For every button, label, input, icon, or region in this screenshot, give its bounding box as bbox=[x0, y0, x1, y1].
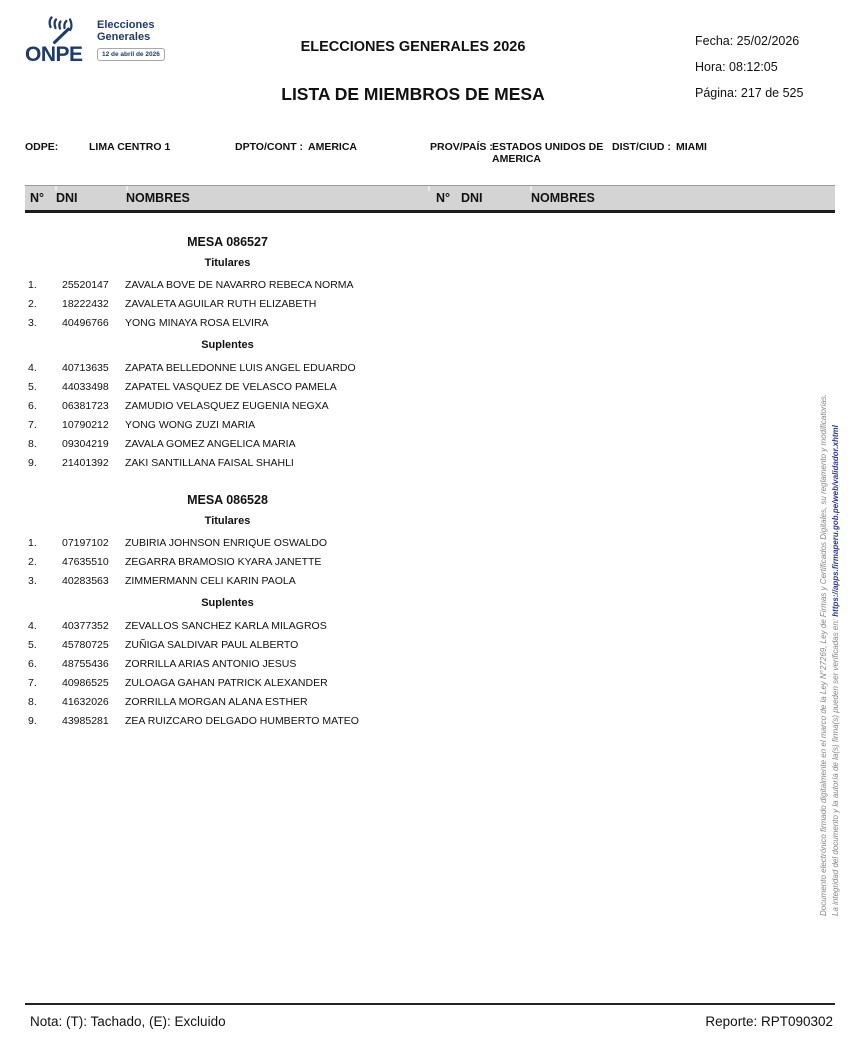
row-number: 2. bbox=[28, 556, 37, 568]
titulares-label: Titulares bbox=[204, 515, 251, 527]
row-number: 3. bbox=[28, 575, 37, 587]
row-name: ZAVALA GOMEZ ANGELICA MARIA bbox=[125, 438, 296, 450]
dist-label: DIST/CIUD : bbox=[612, 141, 671, 153]
row-number: 5. bbox=[28, 381, 37, 393]
dist-value: MIAMI bbox=[676, 141, 707, 153]
onpe-logo bbox=[25, 14, 185, 78]
election-date-badge: 12 de abril de 2026 bbox=[97, 48, 165, 61]
report-subtitle: LISTA DE MIEMBROS DE MESA bbox=[281, 84, 545, 104]
table-row bbox=[25, 575, 430, 594]
row-name: ZAPATA BELLEDONNE LUIS ANGEL EDUARDO bbox=[125, 362, 356, 374]
logo-event-line1: Elecciones bbox=[97, 19, 155, 31]
row-number: 9. bbox=[28, 457, 37, 469]
row-number: 8. bbox=[28, 438, 37, 450]
signature-note-line1: Documento electrónico firmado digitalmente en el marco de la Ley N°27269, Ley de Firmas y Certificados Digitales, su reglamento y modificatorias. bbox=[819, 393, 828, 916]
table-row bbox=[25, 298, 430, 317]
table-row bbox=[25, 317, 430, 336]
logo-event-block bbox=[97, 20, 165, 61]
row-dni: 43985281 bbox=[62, 715, 109, 727]
row-dni: 40377352 bbox=[62, 620, 109, 632]
footer-divider bbox=[25, 1003, 835, 1005]
row-number: 3. bbox=[28, 317, 37, 329]
table-row bbox=[25, 620, 430, 639]
report-meta bbox=[695, 35, 803, 113]
titulares-rows bbox=[25, 537, 430, 594]
row-dni: 47635510 bbox=[62, 556, 109, 568]
row-name: ZORRILLA ARIAS ANTONIO JESUS bbox=[125, 658, 297, 670]
row-dni: 40986525 bbox=[62, 677, 109, 689]
row-number: 6. bbox=[28, 658, 37, 670]
row-name: ZIMMERMANN CELI KARIN PAOLA bbox=[125, 575, 296, 587]
titulares-rows bbox=[25, 279, 430, 336]
row-dni: 18222432 bbox=[62, 298, 109, 310]
table-row bbox=[25, 279, 430, 298]
col-header-num-right: N° bbox=[436, 191, 451, 205]
odpe-label: ODPE: bbox=[25, 141, 59, 153]
onpe-wordmark: ONPE bbox=[25, 43, 83, 66]
table-row bbox=[25, 457, 430, 476]
table-row bbox=[25, 537, 430, 556]
table-row bbox=[25, 438, 430, 457]
suplentes-rows bbox=[25, 362, 430, 476]
meta-hora: Hora: 08:12:05 bbox=[695, 60, 778, 74]
row-number: 2. bbox=[28, 298, 37, 310]
row-name: ZAKI SANTILLANA FAISAL SHAHLI bbox=[125, 457, 294, 469]
location-row bbox=[0, 141, 859, 171]
row-name: ZEA RUIZCARO DELGADO HUMBERTO MATEO bbox=[125, 715, 359, 727]
signature-note-line2-text: La integridad del documento y la autoría de la(s) firma(s) pueden ser verificadas en: bbox=[831, 616, 840, 916]
row-name: ZEVALLOS SANCHEZ KARLA MILAGROS bbox=[125, 620, 327, 632]
table-row bbox=[25, 696, 430, 715]
row-number: 5. bbox=[28, 639, 37, 651]
row-dni: 40496766 bbox=[62, 317, 109, 329]
row-name: ZULOAGA GAHAN PATRICK ALEXANDER bbox=[125, 677, 328, 689]
col-header-nombres-right: NOMBRES bbox=[531, 191, 595, 205]
row-number: 4. bbox=[28, 620, 37, 632]
row-number: 9. bbox=[28, 715, 37, 727]
prov-value: ESTADOS UNIDOS DE AMERICA bbox=[492, 141, 604, 165]
table-row bbox=[25, 381, 430, 400]
table-row bbox=[25, 400, 430, 419]
mesa-title: MESA 086527 bbox=[187, 235, 268, 249]
table-row bbox=[25, 362, 430, 381]
row-name: YONG WONG ZUZI MARIA bbox=[125, 419, 256, 431]
col-header-nombres-left: NOMBRES bbox=[126, 191, 190, 205]
dpto-label: DPTO/CONT : bbox=[235, 141, 304, 153]
row-number: 4. bbox=[28, 362, 37, 374]
mesa-title: MESA 086528 bbox=[187, 493, 268, 507]
row-number: 8. bbox=[28, 696, 37, 708]
row-dni: 41632026 bbox=[62, 696, 109, 708]
row-name: ZAVALA BOVE DE NAVARRO REBECA NORMA bbox=[125, 279, 354, 291]
suplentes-label: Suplentes bbox=[201, 597, 254, 609]
prov-label: PROV/PAÍS : bbox=[430, 141, 493, 153]
row-dni: 25520147 bbox=[62, 279, 109, 291]
col-header-num-left: N° bbox=[30, 191, 45, 205]
footer-note: Nota: (T): Tachado, (E): Excluido bbox=[30, 1014, 226, 1029]
row-dni: 09304219 bbox=[62, 438, 109, 450]
mesa-section bbox=[25, 494, 430, 734]
row-dni: 06381723 bbox=[62, 400, 109, 412]
row-dni: 44033498 bbox=[62, 381, 109, 393]
row-name: ZUBIRIA JOHNSON ENRIQUE OSWALDO bbox=[125, 537, 328, 549]
row-dni: 07197102 bbox=[62, 537, 109, 549]
meta-pagina: Página: 217 de 525 bbox=[695, 86, 804, 100]
row-number: 7. bbox=[28, 419, 37, 431]
meta-fecha: Fecha: 25/02/2026 bbox=[695, 34, 800, 48]
row-dni: 40713635 bbox=[62, 362, 109, 374]
table-row bbox=[25, 677, 430, 696]
mesa-section bbox=[25, 236, 430, 476]
row-dni: 21401392 bbox=[62, 457, 109, 469]
suplentes-label: Suplentes bbox=[201, 339, 254, 351]
row-number: 7. bbox=[28, 677, 37, 689]
row-dni: 40283563 bbox=[62, 575, 109, 587]
digital-signature-note bbox=[818, 330, 842, 916]
col-header-dni-left: DNI bbox=[56, 191, 78, 205]
row-name: ZAPATEL VASQUEZ DE VELASCO PAMELA bbox=[125, 381, 337, 393]
row-name: ZAVALETA AGUILAR RUTH ELIZABETH bbox=[125, 298, 317, 310]
table-row bbox=[25, 658, 430, 677]
table-row bbox=[25, 715, 430, 734]
column-divider bbox=[428, 186, 430, 191]
signature-note-line2 bbox=[830, 330, 842, 916]
table-row bbox=[25, 556, 430, 575]
odpe-value: LIMA CENTRO 1 bbox=[89, 141, 171, 153]
row-name: ZAMUDIO VELASQUEZ EUGENIA NEGXA bbox=[125, 400, 329, 412]
row-number: 6. bbox=[28, 400, 37, 412]
row-dni: 45780725 bbox=[62, 639, 109, 651]
table-row bbox=[25, 419, 430, 438]
validator-url-link[interactable]: https://apps.firmaperu.gob.pe/web/validador.xhtml bbox=[831, 425, 840, 617]
row-number: 1. bbox=[28, 279, 37, 291]
dpto-value: AMERICA bbox=[308, 141, 357, 153]
titulares-label: Titulares bbox=[204, 257, 251, 269]
report-title: ELECCIONES GENERALES 2026 bbox=[300, 39, 526, 55]
row-name: YONG MINAYA ROSA ELVIRA bbox=[125, 317, 269, 329]
row-name: ZUÑIGA SALDIVAR PAUL ALBERTO bbox=[125, 639, 299, 651]
footer-report-code: Reporte: RPT090302 bbox=[705, 1014, 833, 1029]
row-number: 1. bbox=[28, 537, 37, 549]
row-dni: 10790212 bbox=[62, 419, 109, 431]
row-name: ZEGARRA BRAMOSIO KYARA JANETTE bbox=[125, 556, 322, 568]
table-row bbox=[25, 639, 430, 658]
row-dni: 48755436 bbox=[62, 658, 109, 670]
row-name: ZORRILLA MORGAN ALANA ESTHER bbox=[125, 696, 308, 708]
table-header-band bbox=[25, 185, 835, 213]
col-header-dni-right: DNI bbox=[461, 191, 483, 205]
logo-event-line2: Generales bbox=[97, 30, 151, 43]
suplentes-rows bbox=[25, 620, 430, 734]
